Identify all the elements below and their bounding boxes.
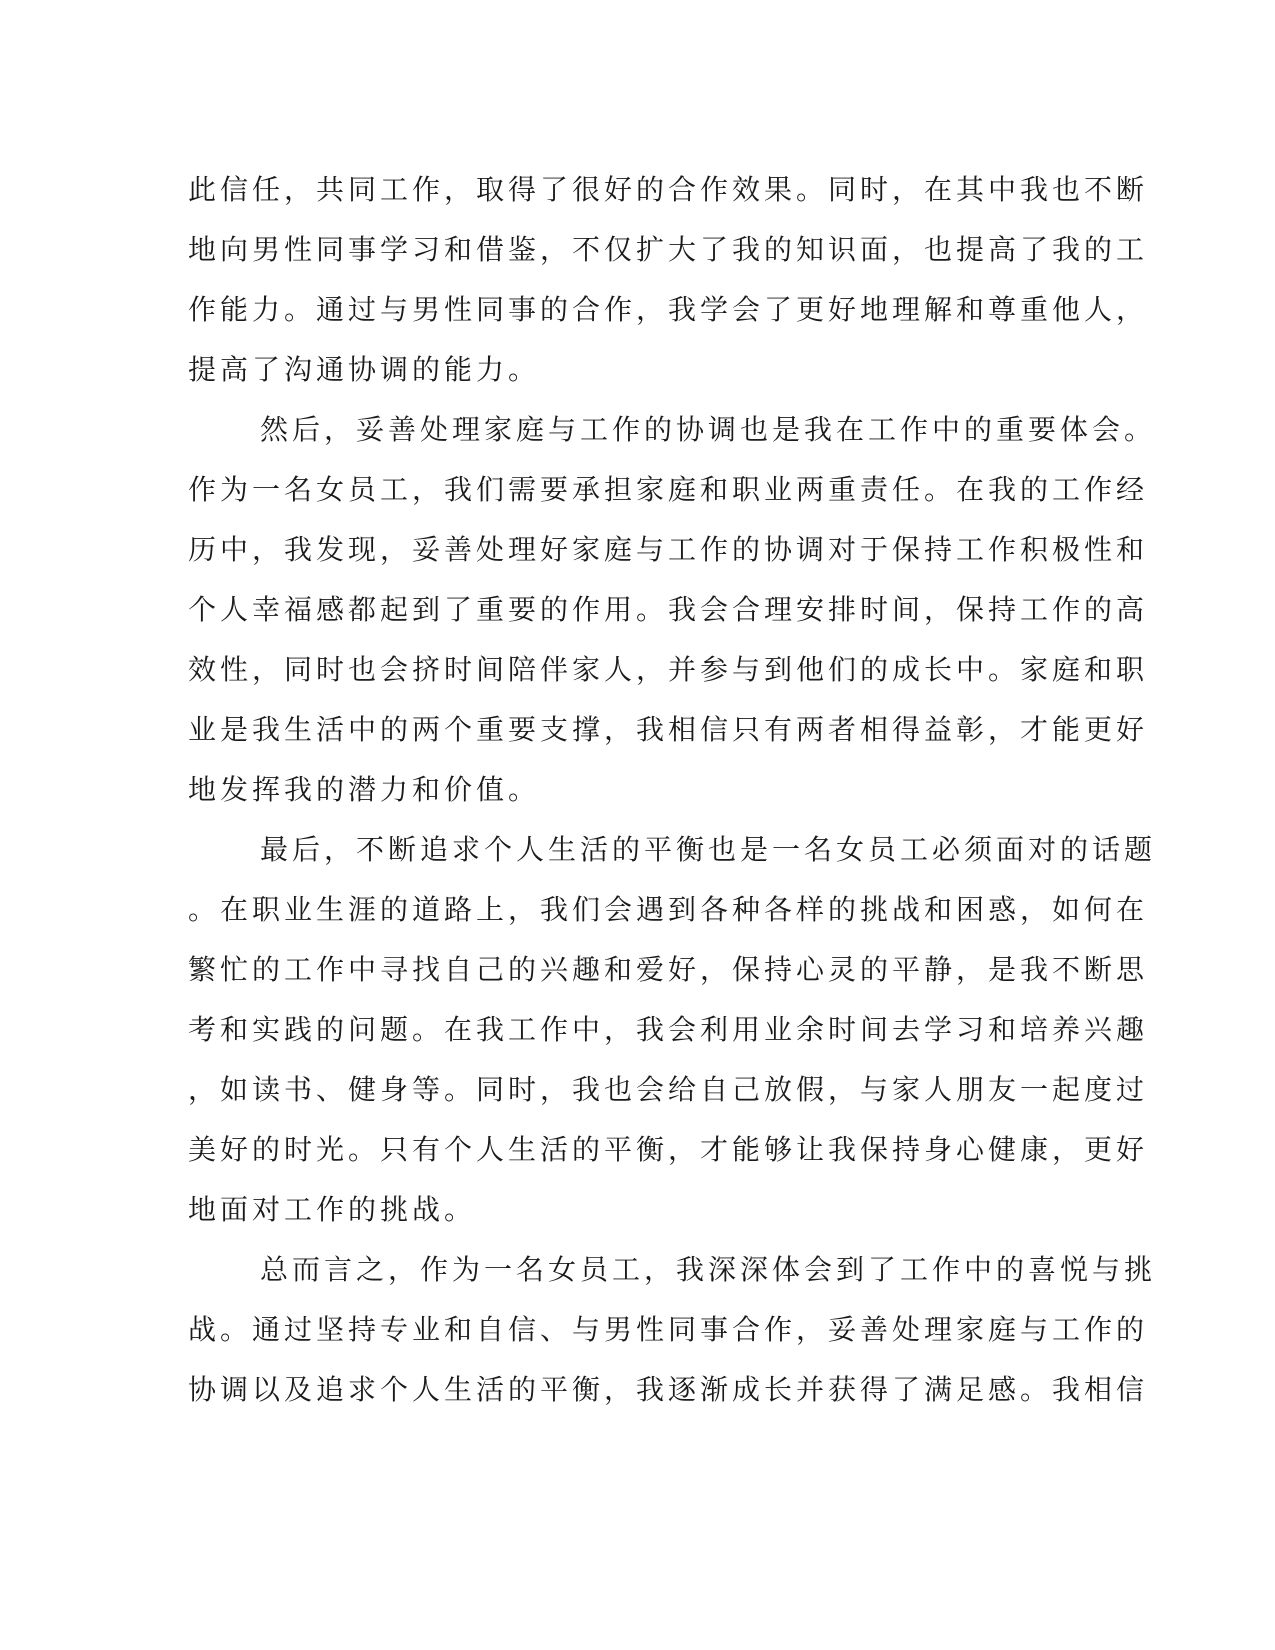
text-line: ，如读书、健身等。同时，我也会给自己放假，与家人朋友一起度过 (188, 1073, 1149, 1106)
paragraph-start-line: 总而言之，作为一名女员工，我深深体会到了工作中的喜悦与挑 (260, 1253, 1157, 1286)
text-line: 地面对工作的挑战。 (188, 1193, 477, 1226)
text-line: 作为一名女员工，我们需要承担家庭和职业两重责任。在我的工作经 (188, 473, 1149, 506)
body-text (188, 160, 1157, 1420)
text-line: 地向男性同事学习和借鉴，不仅扩大了我的知识面，也提高了我的工 (188, 233, 1149, 266)
text-line: 美好的时光。只有个人生活的平衡，才能够让我保持身心健康，更好 (188, 1133, 1149, 1166)
text-line: 提高了沟通协调的能力。 (188, 353, 541, 386)
text-line: 个人幸福感都起到了重要的作用。我会合理安排时间，保持工作的高 (188, 593, 1149, 626)
text-line: 作能力。通过与男性同事的合作，我学会了更好地理解和尊重他人， (188, 293, 1149, 326)
text-line: 效性，同时也会挤时间陪伴家人，并参与到他们的成长中。家庭和职 (188, 653, 1149, 686)
text-line: 此信任，共同工作，取得了很好的合作效果。同时，在其中我也不断 (188, 173, 1149, 206)
text-line: 繁忙的工作中寻找自己的兴趣和爱好，保持心灵的平静，是我不断思 (188, 953, 1149, 986)
paragraph-start-line: 最后，不断追求个人生活的平衡也是一名女员工必须面对的话题 (260, 833, 1157, 866)
text-line: 战。通过坚持专业和自信、与男性同事合作，妥善处理家庭与工作的 (188, 1313, 1149, 1346)
text-line: 。在职业生涯的道路上，我们会遇到各种各样的挑战和困惑，如何在 (188, 893, 1149, 926)
text-line: 协调以及追求个人生活的平衡，我逐渐成长并获得了满足感。我相信 (188, 1373, 1149, 1406)
text-line: 业是我生活中的两个重要支撑，我相信只有两者相得益彰，才能更好 (188, 713, 1149, 746)
paragraph-start-line: 然后，妥善处理家庭与工作的协调也是我在工作中的重要体会。 (260, 413, 1157, 446)
text-line: 历中，我发现，妥善处理好家庭与工作的协调对于保持工作积极性和 (188, 533, 1149, 566)
text-line: 考和实践的问题。在我工作中，我会利用业余时间去学习和培养兴趣 (188, 1013, 1149, 1046)
text-line: 地发挥我的潜力和价值。 (188, 773, 541, 806)
